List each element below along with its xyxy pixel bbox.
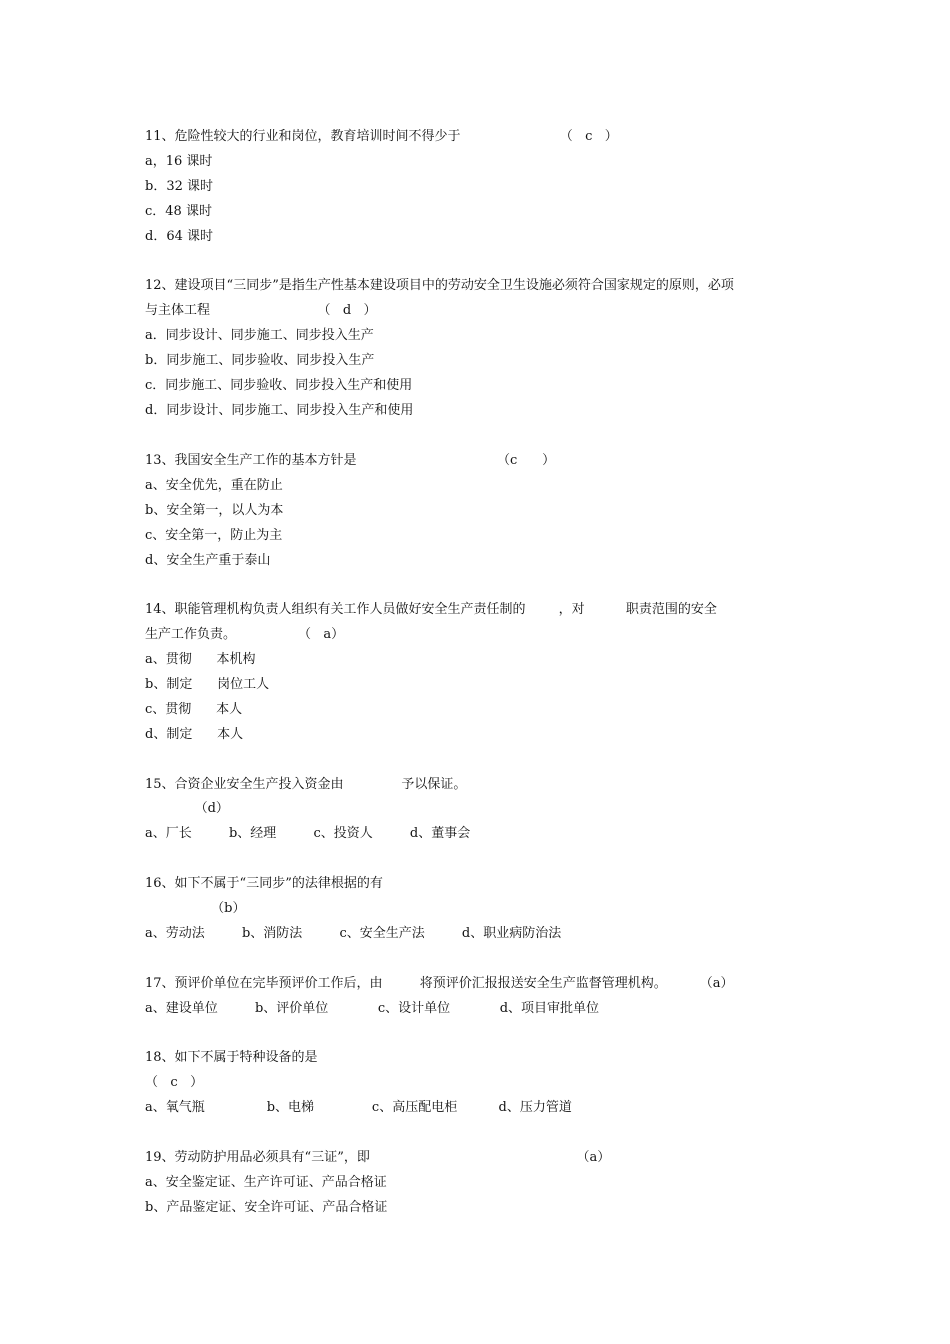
question-13: 13、我国安全生产工作的基本方针是 （c ） bbox=[145, 453, 556, 468]
question-15-answer: （d） bbox=[145, 801, 229, 816]
option-line: a、安全优先，重在防止 bbox=[145, 478, 283, 493]
option-line: d．64 课时 bbox=[145, 229, 213, 244]
option-line: d、制定 本人 bbox=[145, 727, 244, 742]
question-12-cont: 与主体工程 （ d ） bbox=[145, 303, 377, 318]
question-18: 18、如下不属于特种设备的是 bbox=[145, 1050, 318, 1065]
option-line: b．同步施工、同步验收、同步投入生产 bbox=[145, 353, 375, 368]
option-line: b、制定 岗位工人 bbox=[145, 677, 270, 692]
option-line: d、安全生产重于泰山 bbox=[145, 553, 271, 568]
option-line: c、安全第一，防止为主 bbox=[145, 528, 283, 543]
question-14: 14、职能管理机构负责人组织有关工作人员做好安全生产责任制的 ，对 职责范围的安全 bbox=[145, 602, 717, 617]
question-15: 15、合资企业安全生产投入资金由 予以保证。 bbox=[145, 777, 467, 792]
option-line: a、贯彻 本机构 bbox=[145, 652, 256, 667]
option-line: b．32 课时 bbox=[145, 179, 213, 194]
option-line: d．同步设计、同步施工、同步投入生产和使用 bbox=[145, 403, 414, 418]
option-line: a、建设单位 b、评价单位 c、设计单位 d、项目审批单位 bbox=[145, 1001, 600, 1016]
option-line: b、产品鉴定证、安全许可证、产品合格证 bbox=[145, 1200, 388, 1215]
question-19: 19、劳动防护用品必须具有“三证”，即 （a） bbox=[145, 1150, 611, 1165]
option-line: a，16 课时 bbox=[145, 154, 213, 169]
question-16-answer: （b） bbox=[145, 901, 246, 916]
question-11: 11、危险性较大的行业和岗位，教育培训时间不得少于 （ c ） bbox=[145, 129, 618, 144]
question-12: 12、建设项目“三同步”是指生产性基本建设项目中的劳动安全卫生设施必须符合国家规定的原则，必项 bbox=[145, 278, 734, 293]
option-line: a、氧气瓶 b、电梯 c、高压配电柜 d、压力管道 bbox=[145, 1100, 572, 1115]
option-line: a、安全鉴定证、生产许可证、产品合格证 bbox=[145, 1175, 387, 1190]
option-line: a、劳动法 b、消防法 c、安全生产法 d、职业病防治法 bbox=[145, 926, 562, 941]
option-line: b、安全第一，以人为本 bbox=[145, 503, 284, 518]
question-14-cont: 生产工作负责。 （ a） bbox=[145, 627, 345, 642]
question-18-answer: （ c ） bbox=[145, 1075, 204, 1090]
option-line: a、厂长 b、经理 c、投资人 d、董事会 bbox=[145, 826, 471, 841]
option-line: c．同步施工、同步验收、同步投入生产和使用 bbox=[145, 378, 413, 393]
question-17: 17、预评价单位在完毕预评价工作后，由 将预评价汇报报送安全生产监督管理机构。 （a） bbox=[145, 976, 734, 991]
option-line: c．48 课时 bbox=[145, 204, 212, 219]
option-line: a．同步设计、同步施工、同步投入生产 bbox=[145, 328, 374, 343]
option-line: c、贯彻 本人 bbox=[145, 702, 243, 717]
question-16: 16、如下不属于“三同步”的法律根据的有 bbox=[145, 876, 383, 891]
